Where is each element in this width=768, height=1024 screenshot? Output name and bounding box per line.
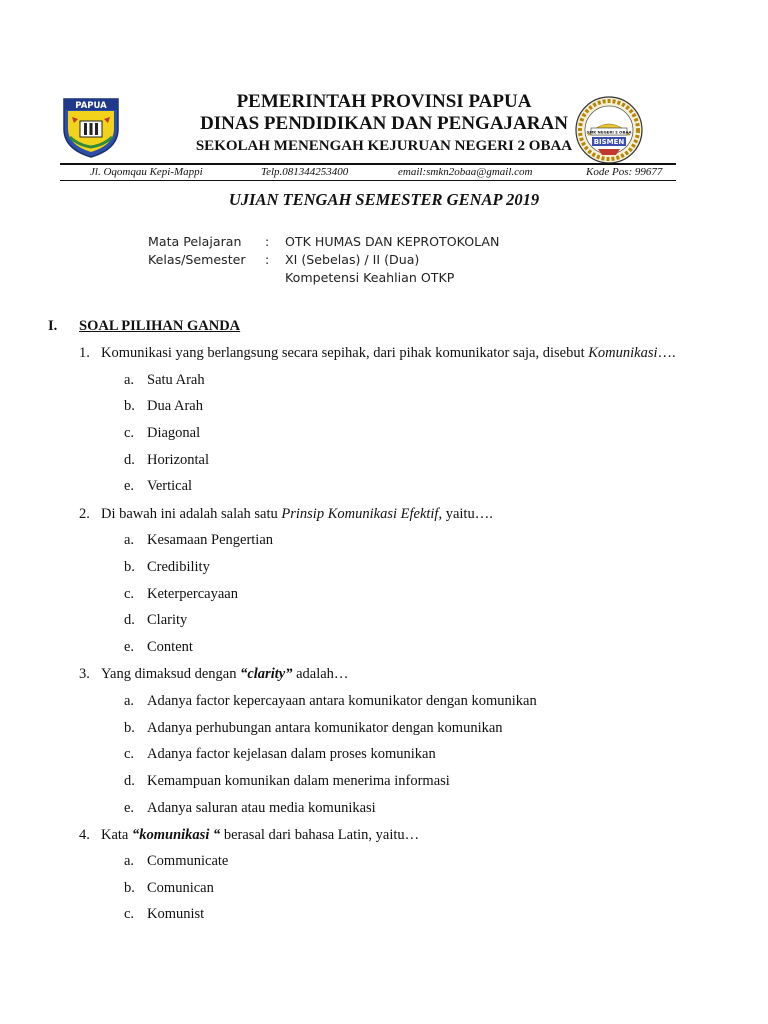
- school-postal-code: Kode Pos: 99677: [586, 166, 663, 178]
- option-1a: a. Satu Arah: [124, 372, 205, 388]
- question-1: [79, 345, 676, 362]
- question-emphasis: “komunikasi “: [132, 827, 221, 843]
- option-4c: c. Komunist: [124, 906, 205, 922]
- question-number: 4.: [79, 827, 90, 843]
- question-4: [79, 827, 419, 844]
- class-label: Kelas/Semester: [148, 252, 246, 267]
- question-text: Yang dimaksud dengan: [101, 666, 241, 682]
- school-email: email:smkn2obaa@gmail.com: [398, 166, 533, 178]
- exam-title: UJIAN TENGAH SEMESTER GENAP 2019: [228, 190, 540, 209]
- question-text: Komunikasi yang berlangsung secara sepihak, dari pihak komunikator saja, disebut: [101, 345, 589, 361]
- option-2d: d. Clarity: [124, 612, 188, 628]
- question-text-end: , yaitu….: [438, 506, 493, 522]
- option-3b: b. Adanya perhubungan antara komunikator dengan komunikan: [124, 720, 503, 736]
- subject-value: OTK HUMAS DAN KEPROTOKOLAN: [285, 234, 500, 249]
- option-1b: b. Dua Arah: [124, 398, 203, 414]
- subject-label: Mata Pelajaran: [148, 234, 242, 249]
- school-emblem-sub: BISMEN: [593, 138, 625, 146]
- question-text-end: berasal dari bahasa Latin, yaitu…: [220, 827, 420, 843]
- option-2b: b. Credibility: [124, 559, 210, 575]
- question-emphasis: Komunikasi: [588, 345, 658, 361]
- option-1d: d. Horizontal: [124, 452, 210, 468]
- option-4a: a. Communicate: [124, 853, 229, 869]
- question-2: [79, 506, 493, 523]
- option-1c: c. Diagonal: [124, 425, 201, 441]
- header-rule-top: [60, 163, 676, 165]
- option-3d: d. Kemampuan komunikan dalam menerima informasi: [124, 773, 450, 789]
- question-3: [79, 666, 348, 683]
- school-emblem: [574, 95, 644, 165]
- option-2c: c. Keterpercayaan: [124, 586, 238, 602]
- question-text: Di bawah ini adalah salah satu: [101, 506, 282, 522]
- school-address: Jl. Oqomqau Kepi-Mappi: [90, 166, 203, 178]
- competency-value: Kompetensi Keahlian OTKP: [285, 270, 455, 285]
- option-3c: c. Adanya factor kejelasan dalam proses komunikan: [124, 746, 436, 762]
- class-value: XI (Sebelas) / II (Dua): [285, 252, 420, 267]
- section-number: I.: [48, 318, 58, 334]
- question-number: 3.: [79, 666, 90, 682]
- option-3a: a. Adanya factor kepercayaan antara komunikator dengan komunikan: [124, 693, 537, 709]
- section-title: SOAL PILIHAN GANDA: [79, 318, 241, 334]
- question-emphasis: Prinsip Komunikasi Efektif: [281, 506, 439, 522]
- option-1e: e. Vertical: [124, 478, 193, 494]
- papua-emblem-label: PAPUA: [75, 101, 107, 111]
- school-phone: Telp.081344253400: [261, 166, 349, 178]
- header-school: SEKOLAH MENENGAH KEJURUAN NEGERI 2 OBAA: [195, 138, 573, 154]
- question-text-end: adalah…: [292, 666, 349, 682]
- question-emphasis: “clarity”: [240, 666, 293, 682]
- option-2a: a. Kesamaan Pengertian: [124, 532, 274, 548]
- class-colon: :: [265, 252, 270, 267]
- subject-colon: :: [265, 234, 270, 249]
- question-text-end: ….: [657, 345, 676, 361]
- option-2e: e. Content: [124, 639, 193, 655]
- question-text: Kata: [101, 827, 132, 843]
- question-number: 2.: [79, 506, 90, 522]
- question-number: 1.: [79, 345, 90, 361]
- header-government: PEMERINTAH PROVINSI PAPUA: [236, 91, 532, 112]
- header-rule-bottom: [60, 180, 676, 181]
- header-department: DINAS PENDIDIKAN DAN PENGAJARAN: [200, 113, 568, 134]
- school-emblem-label: SMK NEGERI 2 OBAA: [586, 129, 632, 135]
- option-4b: b. Comunican: [124, 880, 214, 896]
- option-3e: e. Adanya saluran atau media komunikasi: [124, 800, 376, 816]
